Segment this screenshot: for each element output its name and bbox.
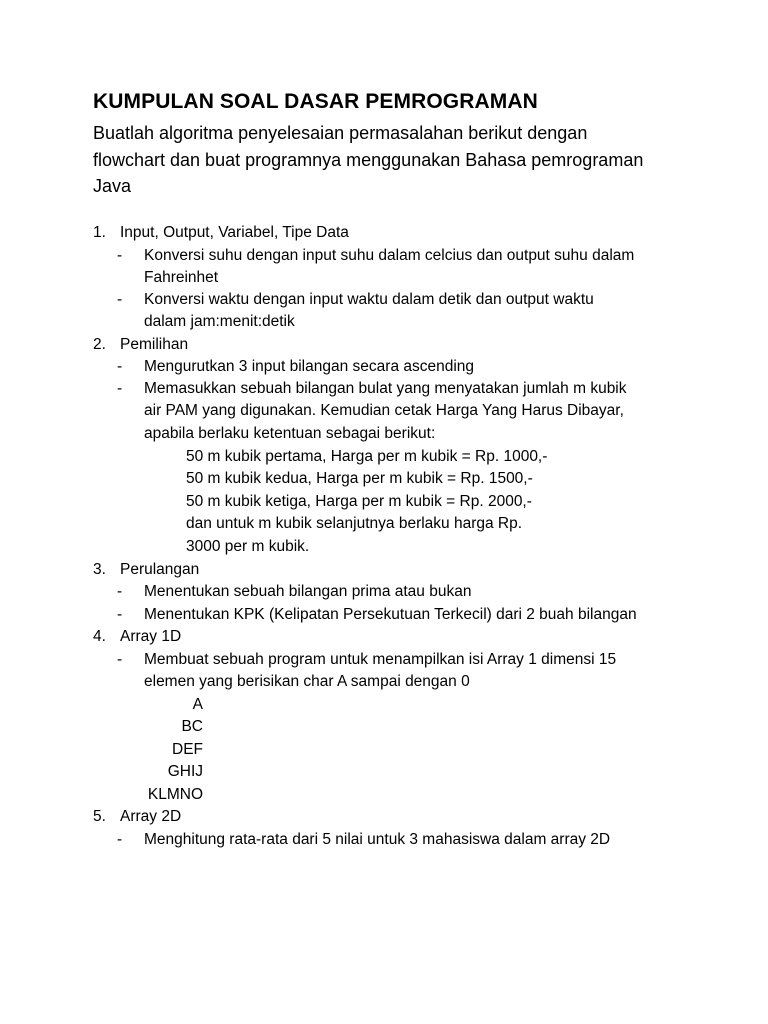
item-line: Menentukan sebuah bilangan prima atau bukan: [144, 583, 472, 600]
item-text: [144, 581, 471, 603]
item-line: Menghitung rata-rata dari 5 nilai untuk 3 mahasiswa dalam array 2D: [144, 831, 611, 848]
item-line: elemen yang berisikan char A sampai dengan 0: [144, 673, 470, 691]
item-line: Fahreinhet: [144, 269, 219, 287]
item-text: [144, 649, 616, 694]
pyramid-row: KLMNO: [147, 785, 203, 803]
pricing-rule: dan untuk m kubik selanjutnya berlaku harga Rp.: [186, 515, 523, 533]
pyramid-row: BC: [181, 718, 203, 736]
section-number: 4.: [93, 628, 106, 645]
item-text: [144, 289, 594, 334]
item-line: apabila berlaku ketentuan sebagai berikut:: [144, 424, 436, 442]
item-line: Memasukkan sebuah bilangan bulat yang menyatakan jumlah m kubik: [144, 380, 627, 397]
pricing-rule: 50 m kubik ketiga, Harga per m kubik = Rp. 2000,-: [186, 492, 532, 510]
section-number: 1.: [93, 224, 106, 241]
bullet-dash: -: [117, 651, 123, 668]
pricing-rule: 50 m kubik kedua, Harga per m kubik = Rp. 1500,-: [186, 470, 533, 488]
intro-line: Java: [93, 176, 132, 196]
bullet-dash: -: [117, 247, 123, 264]
pricing-rule: 3000 per m kubik.: [186, 537, 310, 555]
pyramid-row: A: [192, 696, 203, 713]
section-title: Array 2D: [120, 808, 182, 825]
document-intro: [93, 120, 713, 200]
bullet-dash: -: [117, 583, 123, 600]
item-line: air PAM yang digunakan. Kemudian cetak Harga Yang Harus Dibayar,: [144, 402, 624, 420]
letter-pyramid: [120, 694, 203, 806]
document-title: KUMPULAN SOAL DASAR PEMROGRAMAN: [93, 90, 538, 113]
section-number: 3.: [93, 561, 106, 578]
intro-line: Buatlah algoritma penyelesaian permasalahan berikut dengan: [93, 123, 588, 143]
bullet-dash: -: [117, 606, 123, 623]
item-text: [144, 378, 627, 445]
item-line: Mengurutkan 3 input bilangan secara ascending: [144, 358, 475, 375]
item-text: [144, 356, 474, 378]
item-line: Konversi waktu dengan input waktu dalam detik dan output waktu: [144, 291, 594, 308]
section-title: Pemilihan: [120, 336, 189, 353]
section-number: 2.: [93, 336, 106, 353]
section-title: Input, Output, Variabel, Tipe Data: [120, 224, 349, 241]
pyramid-row: GHIJ: [167, 763, 203, 781]
bullet-dash: -: [117, 291, 123, 308]
item-line: Menentukan KPK (Kelipatan Persekutuan Terkecil) dari 2 buah bilangan: [144, 606, 637, 623]
item-line: dalam jam:menit:detik: [144, 313, 295, 331]
pyramid-row: DEF: [172, 740, 203, 758]
bullet-dash: -: [117, 380, 123, 397]
item-line: Membuat sebuah program untuk menampilkan isi Array 1 dimensi 15: [144, 651, 617, 668]
intro-line: flowchart dan buat programnya menggunakan Bahasa pemrograman: [93, 149, 644, 170]
item-text: [144, 829, 610, 851]
item-text: [144, 245, 634, 290]
item-line: Konversi suhu dengan input suhu dalam celcius dan output suhu dalam: [144, 247, 635, 264]
bullet-dash: -: [117, 831, 123, 848]
section-title: Array 1D: [120, 628, 182, 645]
section-number: 5.: [93, 808, 106, 825]
pricing-rule: 50 m kubik pertama, Harga per m kubik = Rp. 1000,-: [186, 448, 548, 465]
item-text: [144, 604, 637, 626]
pricing-rules: [186, 446, 547, 558]
bullet-dash: -: [117, 358, 123, 375]
section-title: Perulangan: [120, 561, 200, 578]
